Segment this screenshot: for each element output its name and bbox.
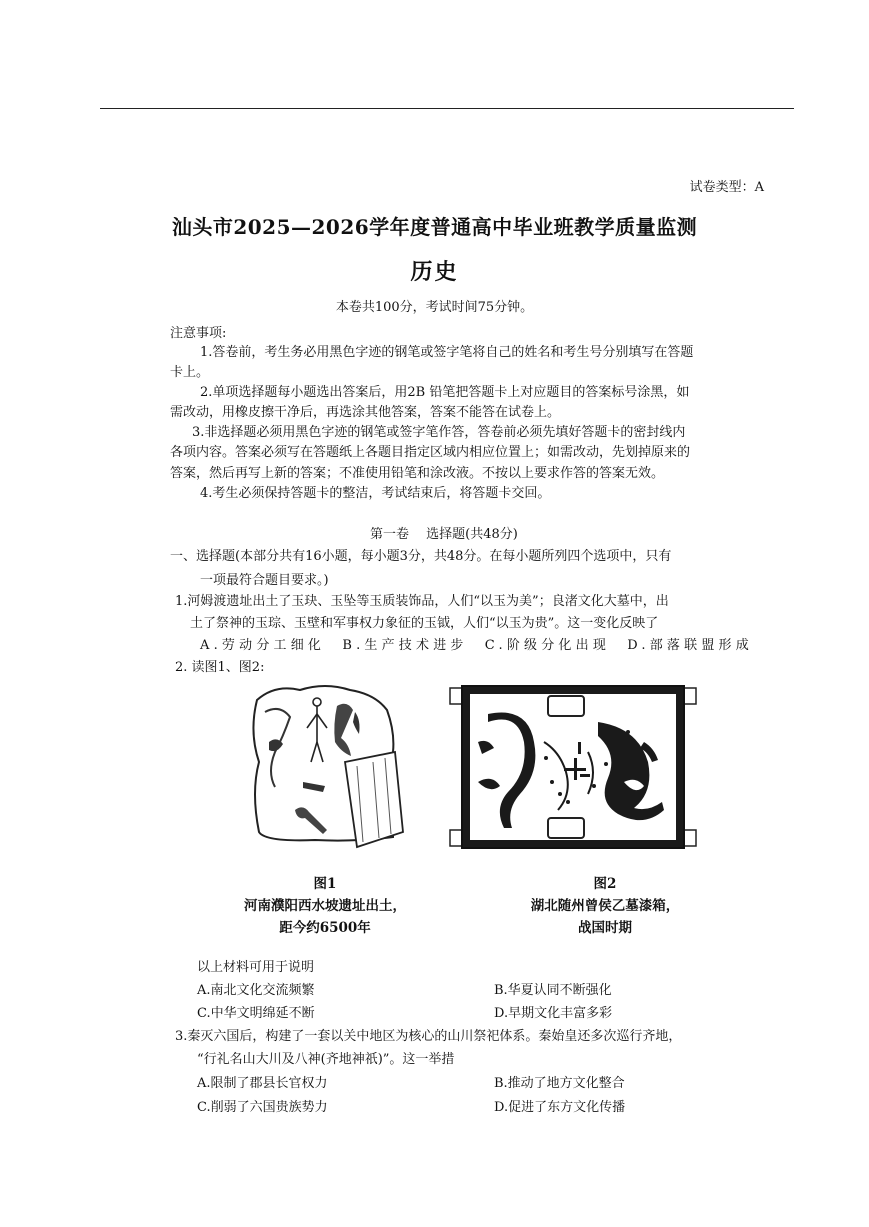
- section-instruction: 一项最符合题目要求。): [200, 573, 329, 588]
- q2-option-b: B.华夏认同不断强化: [494, 983, 612, 998]
- figure-2-label: 图2: [593, 876, 617, 892]
- paper-type: 试卷类型：A: [689, 180, 764, 195]
- q1-stem: 1.河姆渡遗址出土了玉玦、玉坠等玉质装饰品，人们“以玉为美”；良渚文化大墓中，出: [175, 594, 669, 609]
- notice-heading: 注意事项:: [170, 326, 227, 341]
- notice-line: 1.答卷前，考生务必用黑色字迹的钢笔或签字笔将自己的姓名和考生号分别填写在答题: [200, 345, 694, 360]
- figure-1-label: 图1: [313, 876, 337, 892]
- q2-option-c: C.中华文明绵延不断: [197, 1006, 315, 1021]
- q3-option-b: B.推动了地方文化整合: [494, 1076, 625, 1091]
- q2-stem: 2. 读图1、图2:: [175, 660, 265, 675]
- figure-2-lacquer-box-drawing: [448, 682, 698, 852]
- exam-intro: 本卷共100分，考试时间75分钟。: [335, 300, 534, 315]
- notice-line: 4.考生必须保持答题卡的整洁，考试结束后，将答题卡交回。: [200, 486, 551, 501]
- notice-line: 卡上。: [170, 365, 210, 380]
- figure-2-caption: 湖北随州曾侯乙墓漆箱，: [530, 898, 680, 914]
- q3-option-c: C.削弱了六国贵族势力: [197, 1100, 328, 1115]
- top-rule: [100, 108, 794, 109]
- q3-option-d: D.促进了东方文化传播: [494, 1100, 626, 1115]
- exam-title: 汕头市2025—2026学年度普通高中毕业班教学质量监测: [171, 215, 698, 239]
- figure-1-caption: 距今约6500年: [279, 920, 371, 936]
- q2-option-a: A.南北文化交流频繁: [197, 983, 315, 998]
- notice-line: 2.单项选择题每小题选出答案后，用2B 铅笔把答题卡上对应题目的答案标号涂黑，如: [200, 385, 690, 400]
- q3-option-a: A.限制了郡县长官权力: [197, 1076, 328, 1091]
- notice-line: 需改动，用橡皮擦干净后，再选涂其他答案，答案不能答在试卷上。: [170, 405, 561, 420]
- section-instruction: 一、选择题(本部分共有16小题，每小题3分，共48分。在每小题所列四个选项中，只有: [170, 549, 672, 564]
- q3-stem: 3.秦灭六国后，构建了一套以关中地区为核心的山川祭祀体系。秦始皇还多次巡行齐地，: [175, 1029, 682, 1044]
- q2-option-d: D.早期文化丰富多彩: [494, 1006, 613, 1021]
- figure-1-burial-drawing: [245, 682, 405, 852]
- figure-1-caption: 河南濮阳西水坡遗址出土，: [244, 898, 406, 914]
- subject-title: 历史: [410, 259, 459, 285]
- section-title: 第一卷 选择题(共48分): [370, 527, 518, 542]
- q2-lead: 以上材料可用于说明: [197, 960, 315, 975]
- figure-2-caption: 战国时期: [578, 920, 632, 936]
- notice-line: 各项内容。答案必须写在答题纸上各题目指定区域内相应位置上；如需改动，先划掉原来的: [170, 445, 691, 460]
- q1-options: A.劳动分工细化 B.生产技术进步 C.阶级分化出现 D.部落联盟形成: [200, 638, 753, 653]
- notice-line: 3.非选择题必须用黑色字迹的钢笔或签字笔作答，答卷前必须先填好答题卡的密封线内: [192, 425, 686, 440]
- q3-stem: “行礼名山大川及八神(齐地神祇)”。这一举措: [197, 1052, 455, 1067]
- q1-stem: 土了祭神的玉琮、玉壁和军事权力象征的玉钺，人们“以玉为贵”。这一变化反映了: [190, 616, 659, 631]
- notice-line: 答案，然后再写上新的答案；不准使用铅笔和涂改液。不按以上要求作答的答案无效。: [170, 466, 665, 481]
